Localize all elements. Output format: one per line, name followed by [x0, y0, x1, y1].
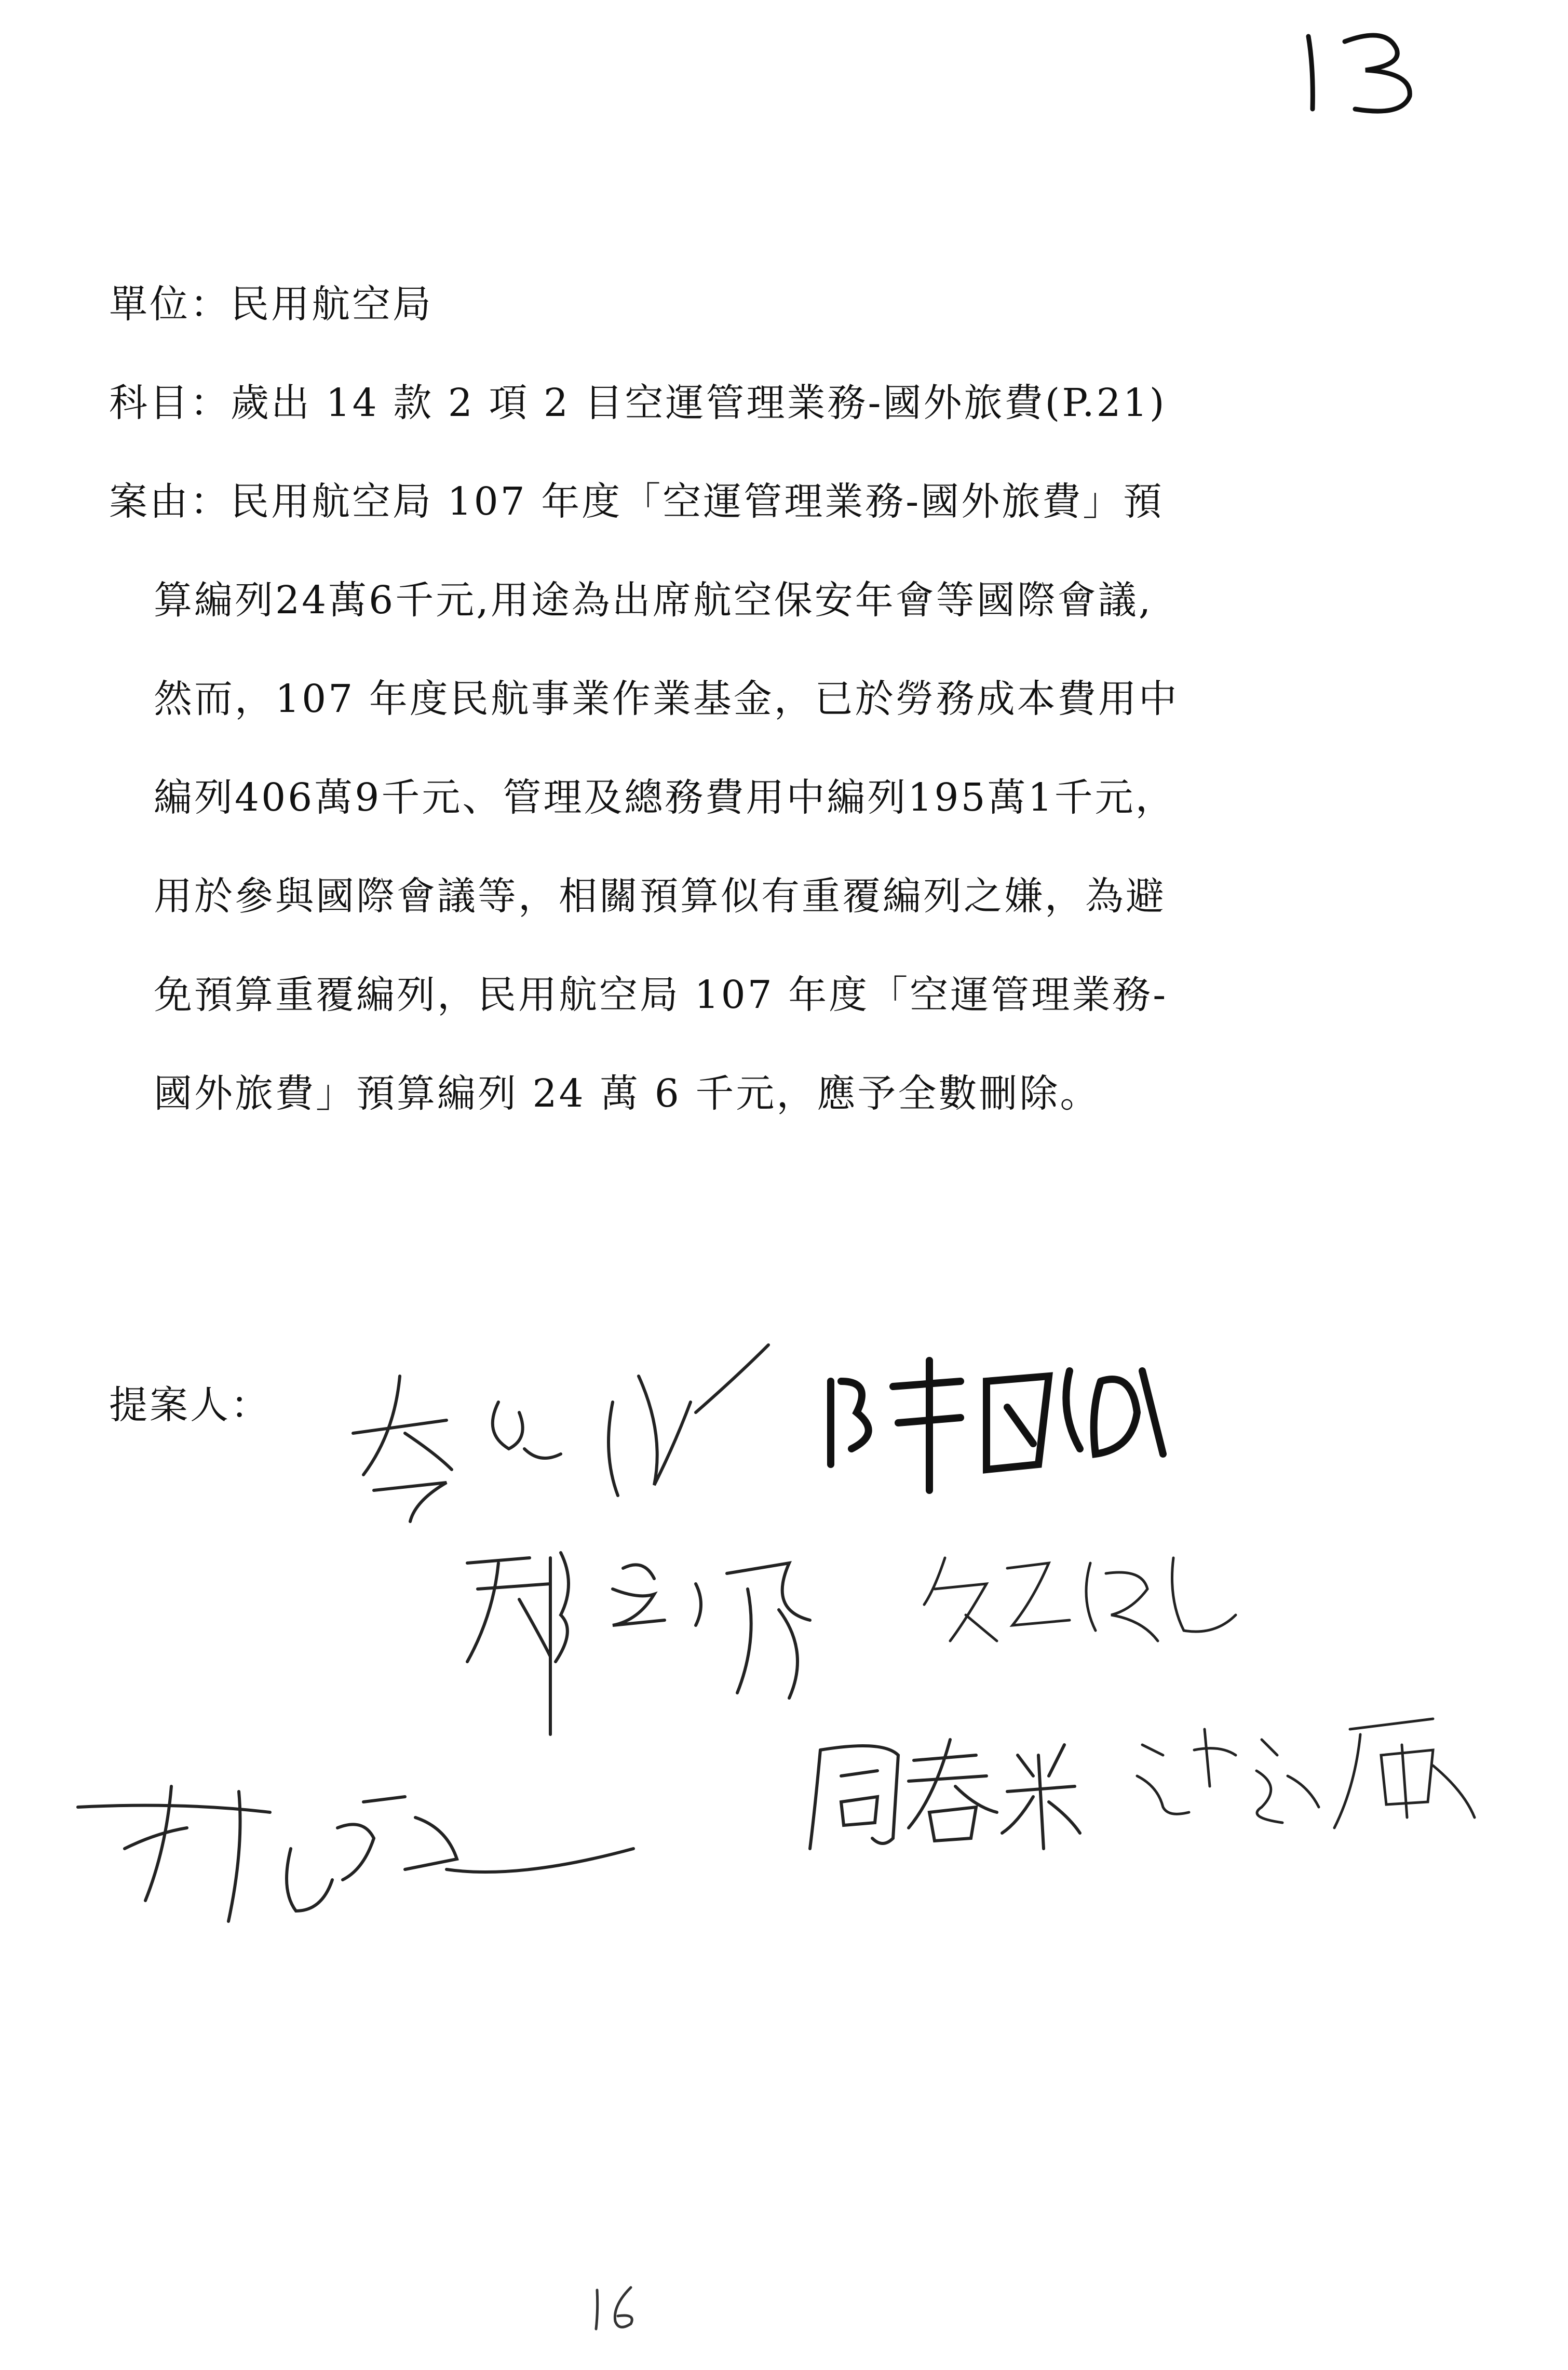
case-line-4: 編列406萬9千元、管理及總務費用中編列195萬1千元， — [154, 775, 1176, 820]
case-label: 案由： — [109, 479, 231, 524]
subject-line — [109, 379, 1366, 427]
proposer-label: 提案人： — [109, 1383, 271, 1428]
signature-2 — [831, 1361, 1163, 1490]
case-line-2: 算編列24萬6千元,用途為出席航空保安年會等國際會議, — [154, 578, 1153, 623]
signature-7 — [1137, 1719, 1475, 1828]
case-line-6: 免預算重覆編列，民用航空局 107 年度「空運管理業務- — [154, 973, 1168, 1017]
signature-5 — [78, 1786, 633, 1921]
document-body — [109, 280, 1366, 1168]
unit-label: 單位： — [109, 282, 231, 327]
handwritten-page-number-bottom — [587, 2280, 649, 2337]
case-line-7: 國外旅費」預算編列 24 萬 6 千元，應予全數刪除。 — [154, 1071, 1101, 1116]
unit-line — [109, 280, 1366, 328]
case-line-1 — [109, 478, 1366, 526]
case-line-3: 然而，107 年度民航事業作業基金，已於勞務成本費用中 — [154, 677, 1179, 721]
case-line-5: 用於參與國際會議等，相關預算似有重覆編列之嫌，為避 — [154, 874, 1166, 919]
unit-value: 民用航空局 — [231, 282, 433, 327]
subject-value: 歲出 14 款 2 項 2 目空運管理業務-國外旅費(P.21) — [231, 381, 1167, 425]
signature-3 — [467, 1553, 810, 1734]
signature-6 — [810, 1740, 1080, 1849]
handwritten-page-number-top — [1298, 21, 1433, 119]
case-text: 民用航空局 107 年度「空運管理業務-國外旅費」預 — [231, 479, 1164, 524]
subject-label: 科目： — [109, 381, 231, 425]
signature-4 — [924, 1558, 1236, 1641]
signature-1 — [353, 1345, 768, 1521]
